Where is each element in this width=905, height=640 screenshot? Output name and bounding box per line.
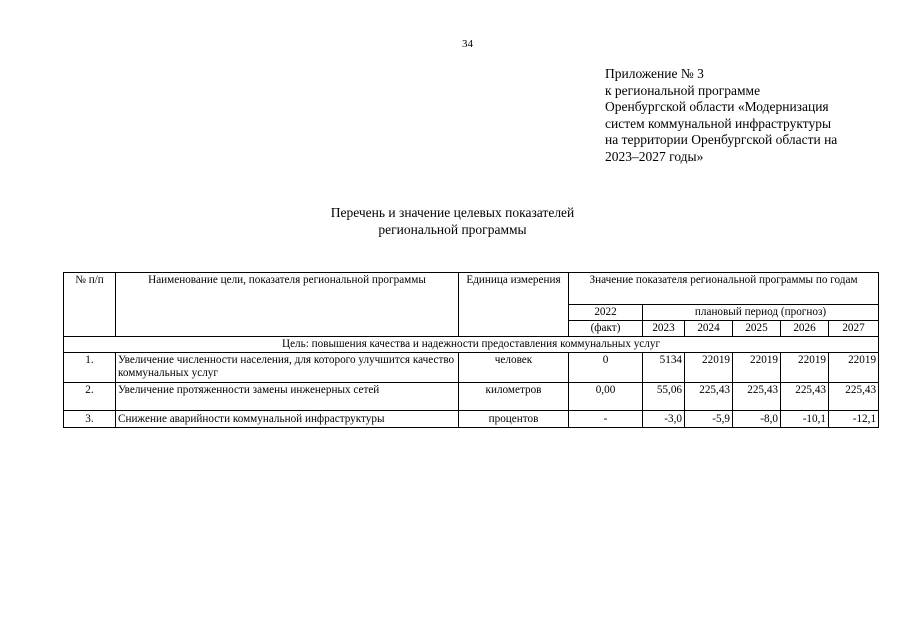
row-value: 225,43 [733,383,781,411]
row-num: 1. [64,353,116,383]
appendix-line: систем коммунальной инфраструктуры [605,115,832,131]
header-year: 2026 [781,321,829,337]
appendix-line: Приложение № 3 [605,66,704,81]
row-value: 225,43 [685,383,733,411]
document-title [0,204,905,238]
header-year: 2024 [685,321,733,337]
appendix-line: на территории Оренбургской области на [605,132,838,147]
table-row [64,411,879,428]
row-unit: километров [459,383,569,411]
row-value: -10,1 [781,411,829,428]
header-value: Значение показателя региональной программы по годам [569,273,879,305]
header-year: 2027 [829,321,879,337]
row-unit: человек [459,353,569,383]
row-num: 2. [64,383,116,411]
title-line-1: Перечень и значение целевых показателей [330,205,575,220]
row-value: -12,1 [829,411,879,428]
row-base: 0,00 [569,383,643,411]
row-value: -5,9 [685,411,733,428]
table-row [64,383,879,411]
row-value: 225,43 [781,383,829,411]
appendix-line: 2023–2027 годы» [605,148,704,164]
header-base-note: (факт) [569,321,643,337]
indicators-table [63,272,879,428]
row-base: 0 [569,353,643,383]
goal-row: Цель: повышения качества и надежности предоставления коммунальных услуг [64,337,879,353]
page-number: 34 [462,38,473,50]
row-name: Увеличение численности населения, для которого улучшится качество коммунальных услуг [116,353,459,383]
row-value: 22019 [829,353,879,383]
row-value: 22019 [685,353,733,383]
row-value: -3,0 [643,411,685,428]
table-row [64,353,879,383]
header-year: 2025 [733,321,781,337]
appendix-header [605,66,885,165]
row-value: 225,43 [829,383,879,411]
header-plan-period: плановый период (прогноз) [643,305,879,321]
row-name: Снижение аварийности коммунальной инфраструктуры [116,411,459,428]
row-name: Увеличение протяженности замены инженерных сетей [116,383,459,411]
row-unit: процентов [459,411,569,428]
row-value: 22019 [781,353,829,383]
row-value: 55,06 [643,383,685,411]
appendix-line: Оренбургской области «Модернизация [605,99,829,114]
header-unit: Единица измерения [459,273,569,337]
row-value: 22019 [733,353,781,383]
row-base: - [569,411,643,428]
appendix-line: к региональной программе [605,82,761,98]
header-year: 2023 [643,321,685,337]
header-name: Наименование цели, показателя региональной программы [116,273,459,337]
row-num: 3. [64,411,116,428]
header-num: № п/п [64,273,116,337]
row-value: 5134 [643,353,685,383]
title-line-2: региональной программы [378,222,527,237]
header-base-year: 2022 [569,305,643,321]
row-value: -8,0 [733,411,781,428]
